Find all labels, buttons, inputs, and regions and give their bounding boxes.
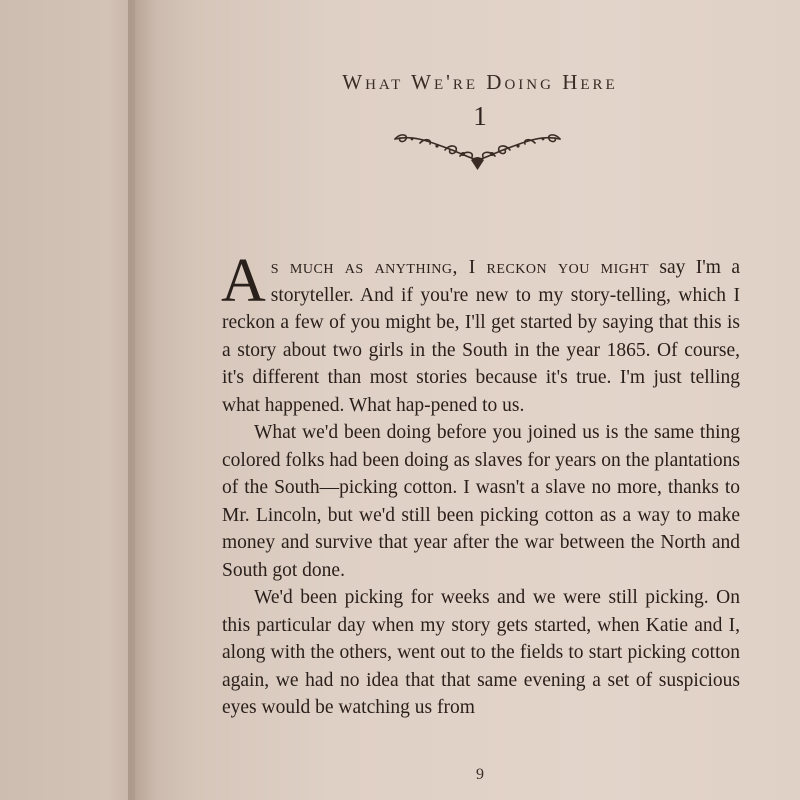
chapter-number: 1 bbox=[473, 101, 487, 131]
chapter-title: What We're Doing Here bbox=[342, 70, 618, 94]
lead-in-small-caps: s much as anything, I reckon you might bbox=[270, 257, 650, 278]
page-number: 9 bbox=[476, 766, 484, 783]
body-text bbox=[221, 247, 740, 722]
drop-cap: A bbox=[221, 247, 266, 315]
paragraph-1-text: say I'm a storyteller. And if you're new to my story-telling, which I reckon a few of you might be, I'll get started by saying that this is a story about two girls in the South in the year 1865. Of course, it's different than most stories because it's true. I'm just telling what happened. What hap-pened to us. bbox=[222, 257, 740, 416]
facing-page bbox=[0, 0, 135, 800]
paragraph-3: We'd been picking for weeks and we were still picking. On this particular day when my story gets started, when Katie and I, along with the others, went out to the fields to start picking cotton again, we had no idea that that same evening a set of suspicious eyes would be watching us from bbox=[222, 587, 740, 718]
paragraph-2: What we'd been doing before you joined us is the same thing colored folks had been doing as slaves for years on the plantations of the South—picking cotton. I wasn't a slave no more, thanks to Mr. Lincoln, but we'd still been picking cotton as a way to make money and survive that year after the war between the North and South got done. bbox=[222, 422, 740, 581]
book-gutter-shadow bbox=[128, 0, 198, 800]
paragraph-1 bbox=[221, 247, 740, 419]
ornament-flourish-icon bbox=[390, 130, 565, 172]
